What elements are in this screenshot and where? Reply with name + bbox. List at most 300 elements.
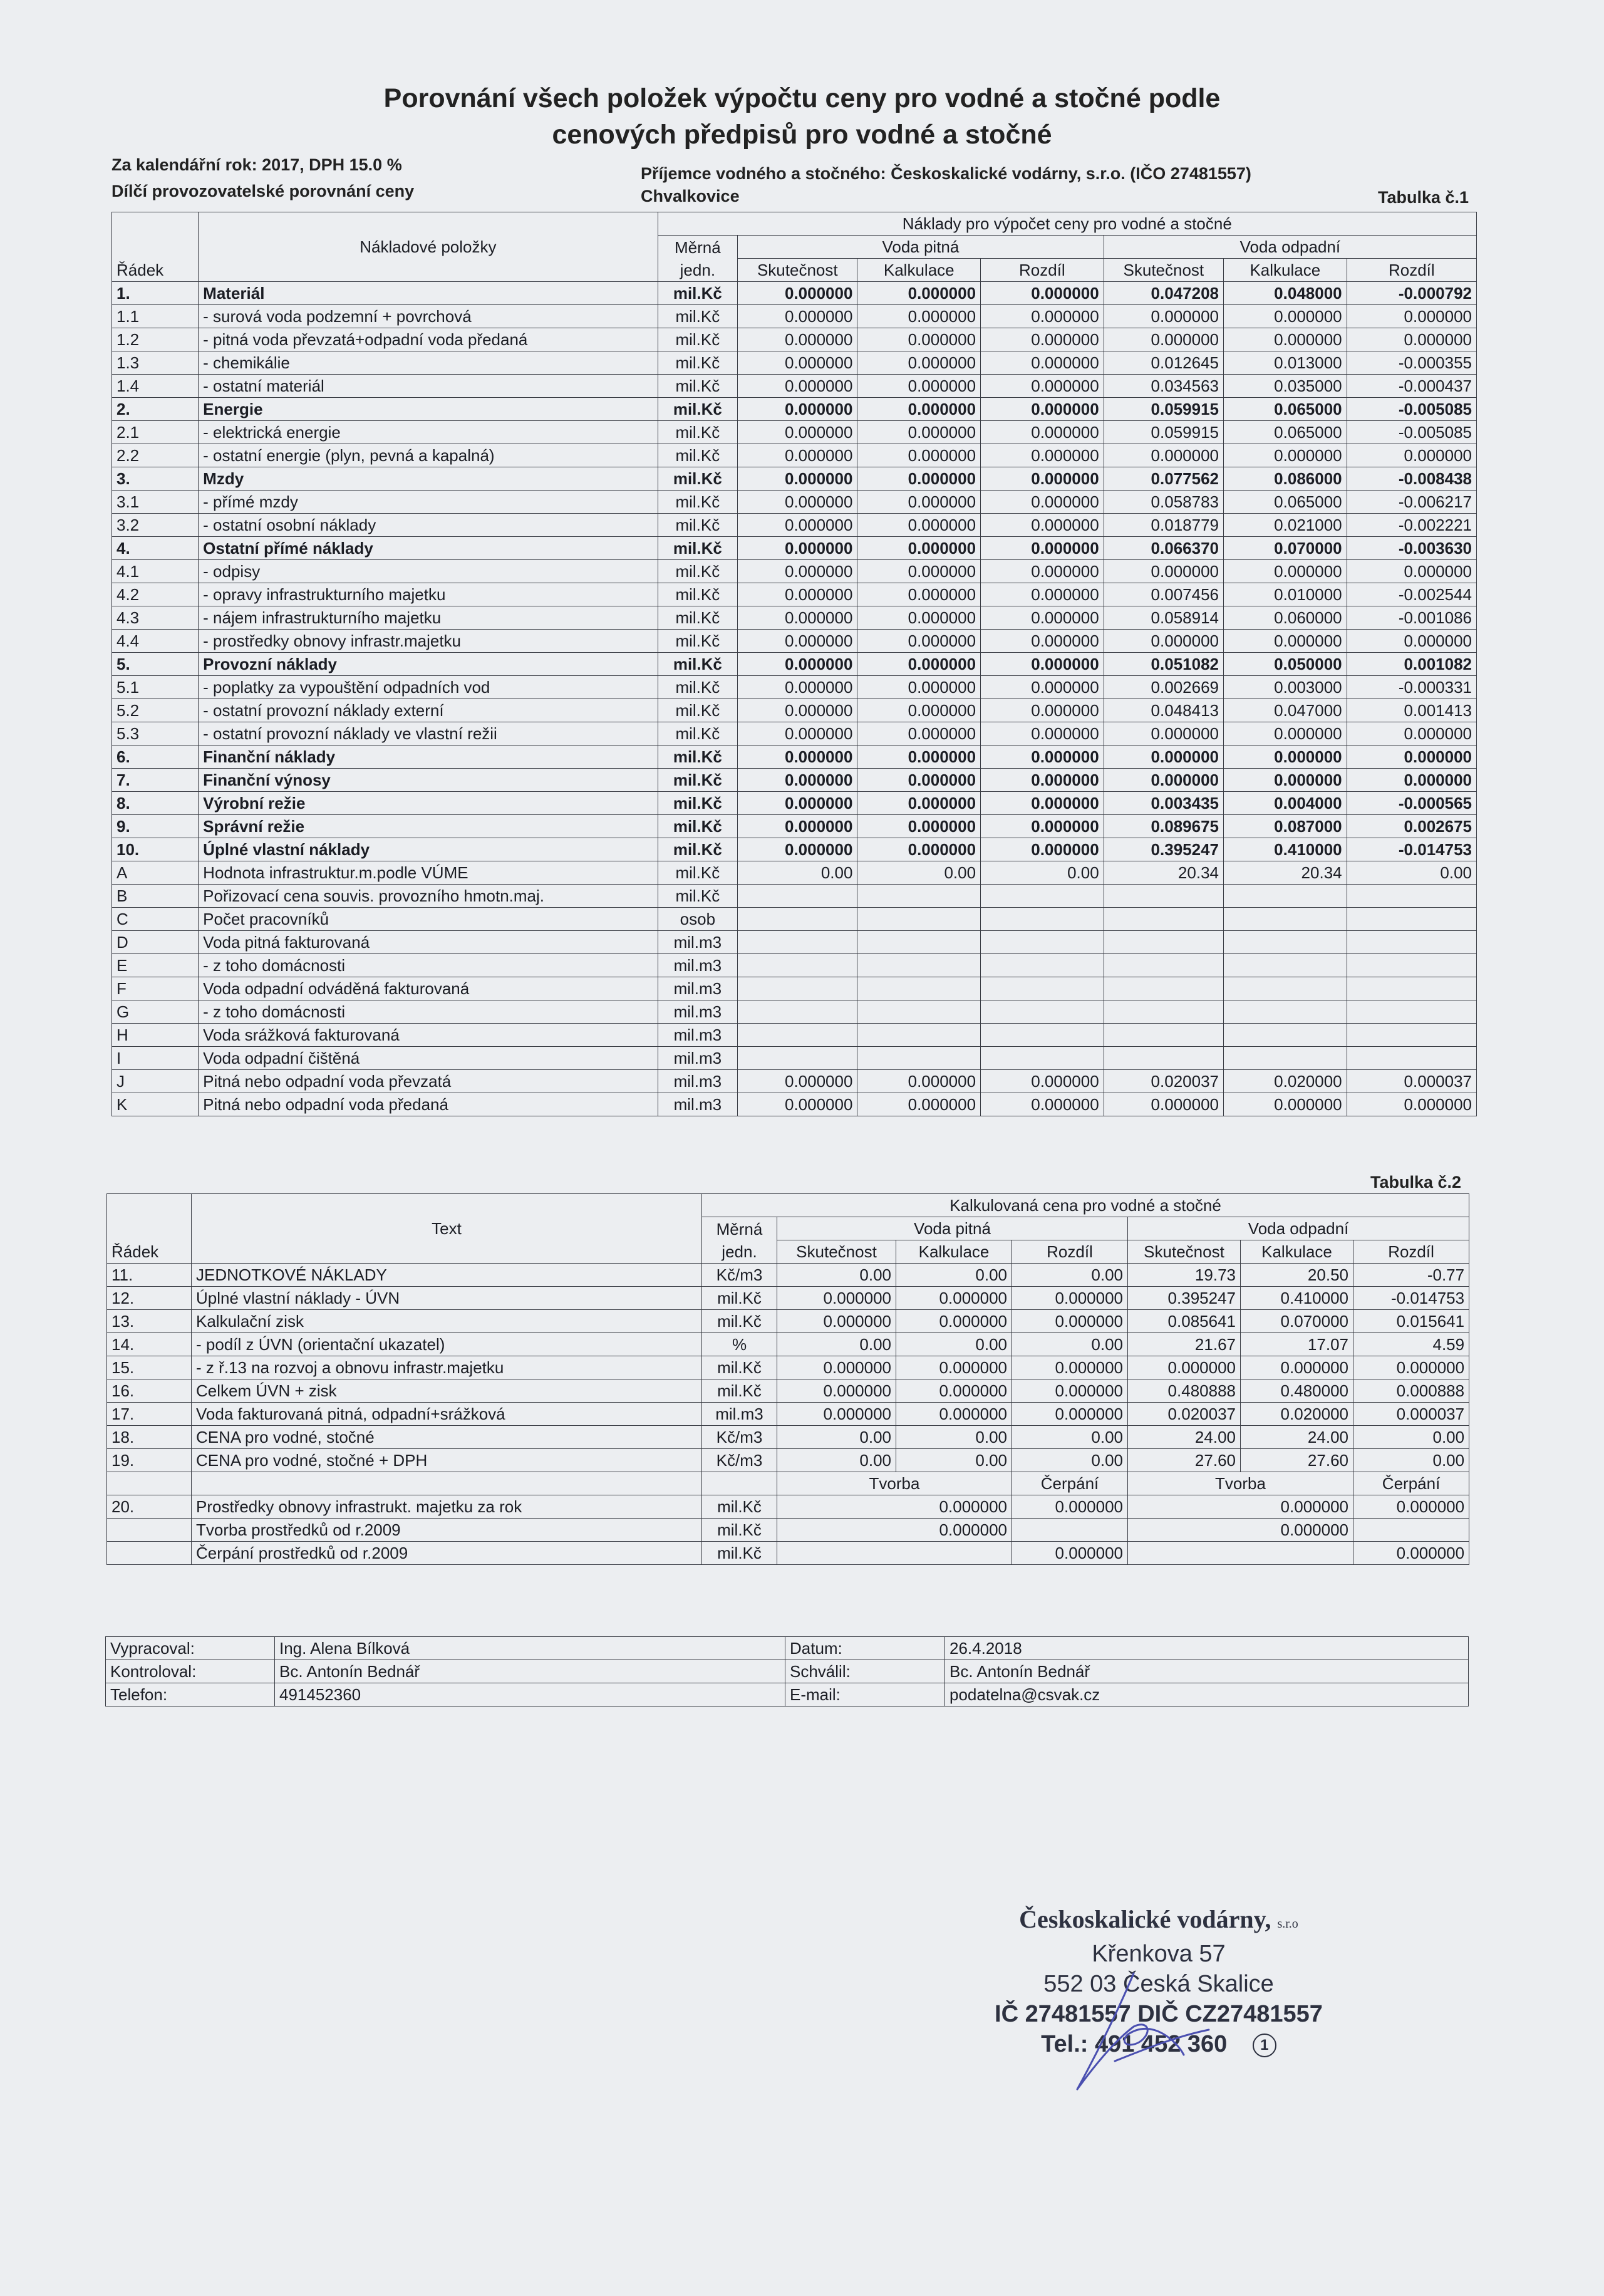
row-value [1104,954,1223,977]
row-unit: mil.Kč [658,885,738,908]
row-unit: mil.Kč [658,398,738,421]
row-label: Finanční náklady [199,745,658,769]
row-number: 3. [112,467,199,491]
row-label: Kalkulační zisk [192,1310,702,1333]
row-value: 0.00 [896,1333,1012,1356]
row-number: D [112,931,199,954]
header-diff: Rozdíl [1353,1240,1469,1264]
row-value: 0.000000 [738,491,857,514]
header-diff: Rozdíl [1012,1240,1128,1264]
row-unit: mil.Kč [658,375,738,398]
table-row [112,1024,1477,1047]
row-value: 0.000000 [738,444,857,467]
row-value: 17.07 [1241,1333,1353,1356]
fund-value: 0.000000 [1128,1519,1353,1542]
row-value: 0.000000 [738,815,857,838]
row-value: 0.002675 [1347,815,1476,838]
row-value: 0.077562 [1104,467,1223,491]
row-label: Ostatní přímé náklady [199,537,658,560]
row-unit: mil.Kč [702,1519,777,1542]
row-value: 27.60 [1128,1449,1241,1472]
row-value: 0.000000 [857,745,981,769]
row-unit: mil.m3 [658,977,738,1000]
row-number: 3.2 [112,514,199,537]
row-unit: mil.Kč [658,351,738,375]
row-value: 0.000000 [857,467,981,491]
row-value: 0.000000 [738,583,857,606]
row-value: 0.000000 [777,1379,896,1403]
row-value: 0.000000 [738,676,857,699]
row-unit: mil.Kč [658,444,738,467]
fund-creation-header: Tvorba [777,1472,1012,1495]
row-value: -0.77 [1353,1264,1469,1287]
row-number: 13. [107,1310,192,1333]
row-value: 0.000000 [738,421,857,444]
table-row [112,885,1477,908]
row-value: 0.000000 [981,606,1104,630]
row-value: 0.000000 [981,491,1104,514]
row-value: 0.021000 [1224,514,1347,537]
table-row [112,699,1477,722]
row-value: 0.058914 [1104,606,1223,630]
row-value: 0.000000 [1224,1093,1347,1116]
fund-value: 0.000000 [1012,1495,1128,1519]
row-value: 0.000000 [857,792,981,815]
date-label: Datum: [785,1637,945,1660]
row-unit: mil.Kč [658,676,738,699]
row-value [1104,1000,1223,1024]
row-value: 0.000000 [1224,745,1347,769]
row-value: 0.000888 [1353,1379,1469,1403]
row-number: 5. [112,653,199,676]
row-value: 4.59 [1353,1333,1469,1356]
row-label: Voda odpadní čištěná [199,1047,658,1070]
header-actual: Skutečnost [777,1240,896,1264]
stamp-ids: IČ 27481557 DIČ CZ27481557 [995,2001,1323,2027]
row-unit: mil.Kč [658,699,738,722]
row-value: 21.67 [1128,1333,1241,1356]
fund-value: 0.000000 [777,1519,1012,1542]
row-value: 0.000000 [1104,444,1223,467]
email-value: podatelna@csvak.cz [945,1683,1469,1706]
header-unit: Měrná [658,236,738,259]
row-value: 0.000000 [857,815,981,838]
header-text: Text [192,1217,702,1240]
row-number: 4.2 [112,583,199,606]
row-value: 0.000000 [857,351,981,375]
row-value [1347,1024,1476,1047]
row-label: - ostatní energie (plyn, pevná a kapalná) [199,444,658,467]
row-value [738,977,857,1000]
row-label: Provozní náklady [199,653,658,676]
row-value: 0.00 [777,1264,896,1287]
row-value: -0.014753 [1347,838,1476,861]
row-value: 0.000000 [777,1287,896,1310]
row-unit: mil.m3 [658,1070,738,1093]
row-label: - ostatní provozní náklady ve vlastní režii [199,722,658,745]
row-value [738,908,857,931]
row-value: 0.000000 [738,537,857,560]
row-value: 0.000000 [738,467,857,491]
row-value: 0.000000 [1012,1310,1128,1333]
row-value [981,954,1104,977]
row-value: -0.001086 [1347,606,1476,630]
table-row [112,1093,1477,1116]
row-label: Energie [199,398,658,421]
row-value [738,931,857,954]
table-row [107,1287,1469,1310]
row-label: Voda fakturovaná pitná, odpadní+srážková [192,1403,702,1426]
row-value: 0.003000 [1224,676,1347,699]
row-value: 0.065000 [1224,491,1347,514]
row-label: Správní režie [199,815,658,838]
table-row [112,305,1477,328]
fund-value: 0.000000 [1353,1542,1469,1565]
row-unit: mil.Kč [658,491,738,514]
row-unit: mil.Kč [702,1310,777,1333]
row-number: 5.2 [112,699,199,722]
row-value [1104,908,1223,931]
row-label: Počet pracovníků [199,908,658,931]
row-number: 1. [112,282,199,305]
row-value: 0.000000 [738,699,857,722]
row-value: 20.34 [1104,861,1223,885]
row-value: 0.00 [857,861,981,885]
row-label: - odpisy [199,560,658,583]
row-value [981,908,1104,931]
header-unit-2: jedn. [702,1240,777,1264]
row-label: Pitná nebo odpadní voda předaná [199,1093,658,1116]
row-value: 0.000000 [777,1356,896,1379]
row-value: 0.00 [1347,861,1476,885]
stamp-firm-suffix: s.r.o [1277,1917,1298,1931]
stamp-firm-name: Českoskalické vodárny, [1019,1905,1271,1933]
row-value: -0.000792 [1347,282,1476,305]
row-value: 0.000000 [857,606,981,630]
row-number: 8. [112,792,199,815]
row-value: 0.000000 [1224,444,1347,467]
table-row [112,282,1477,305]
row-number: C [112,908,199,931]
row-label: Úplné vlastní náklady - ÚVN [192,1287,702,1310]
row-value [857,885,981,908]
row-label: CENA pro vodné, stočné + DPH [192,1449,702,1472]
fund-drawing-header: Čerpání [1012,1472,1128,1495]
row-unit: mil.Kč [702,1495,777,1519]
row-value: 0.000000 [738,722,857,745]
row-value: 0.003435 [1104,792,1223,815]
document-title [0,80,1604,153]
row-value: 0.000000 [738,838,857,861]
row-label: Voda odpadní odváděná fakturovaná [199,977,658,1000]
row-unit: mil.Kč [658,722,738,745]
row-label: - prostředky obnovy infrastr.majetku [199,630,658,653]
row-value: 0.000000 [981,560,1104,583]
table-row [112,1047,1477,1070]
row-value: 0.000000 [981,282,1104,305]
row-value: -0.005085 [1347,421,1476,444]
row-value: 0.000000 [777,1310,896,1333]
row-value: 0.000000 [1224,630,1347,653]
row-value [1347,908,1476,931]
row-value: 0.480888 [1128,1379,1241,1403]
table-row [112,421,1477,444]
row-value: 24.00 [1128,1426,1241,1449]
row-value: 0.000000 [1347,1093,1476,1116]
row-value: 0.058783 [1104,491,1223,514]
row-label: - surová voda podzemní + povrchová [199,305,658,328]
header-calc: Kalkulace [896,1240,1012,1264]
row-value: 0.066370 [1104,537,1223,560]
approval-table [105,1636,1469,1706]
row-value [981,931,1104,954]
row-value: 0.020000 [1224,1070,1347,1093]
table-row [112,861,1477,885]
header-calc: Kalkulace [857,259,981,282]
row-value: 0.000000 [857,699,981,722]
row-value: 0.086000 [1224,467,1347,491]
row-value: 0.000000 [896,1403,1012,1426]
row-value: 0.000000 [896,1287,1012,1310]
row-value: 0.000000 [1353,1356,1469,1379]
header-diff: Rozdíl [1347,259,1476,282]
row-value: 0.00 [738,861,857,885]
row-value: 0.000000 [857,676,981,699]
row-number: G [112,1000,199,1024]
row-number: 1.1 [112,305,199,328]
row-value: 0.000000 [981,351,1104,375]
row-value: 0.000000 [738,398,857,421]
row-number: A [112,861,199,885]
row-value: 27.60 [1241,1449,1353,1472]
row-value: 0.000000 [981,653,1104,676]
table-row [112,769,1477,792]
table-row [112,467,1477,491]
row-value: 0.000000 [857,1093,981,1116]
row-label: - chemikálie [199,351,658,375]
table-row [112,560,1477,583]
row-unit: mil.Kč [702,1542,777,1565]
checked-value: Bc. Antonín Bednář [275,1660,785,1683]
row-number: 6. [112,745,199,769]
row-value: 0.000000 [738,1093,857,1116]
row-unit: mil.Kč [658,328,738,351]
row-label: Čerpání prostředků od r.2009 [192,1542,702,1565]
row-value: 0.000000 [1128,1356,1241,1379]
row-value [1104,977,1223,1000]
row-number: 5.3 [112,722,199,745]
row-value: 0.000000 [1347,305,1476,328]
row-unit: Kč/m3 [702,1426,777,1449]
row-value: 0.000000 [981,514,1104,537]
row-value: 0.000000 [857,514,981,537]
row-value: 20.50 [1241,1264,1353,1287]
row-unit: mil.Kč [658,861,738,885]
row-value [857,1047,981,1070]
row-value: 0.034563 [1104,375,1223,398]
table-row [112,630,1477,653]
row-label: - z toho domácnosti [199,1000,658,1024]
row-value: 0.070000 [1224,537,1347,560]
row-value: 0.000000 [738,606,857,630]
row-unit: Kč/m3 [702,1264,777,1287]
row-value [1347,977,1476,1000]
row-unit: mil.Kč [658,514,738,537]
fund-creation-header: Tvorba [1128,1472,1353,1495]
header-calc: Kalkulace [1241,1240,1353,1264]
row-value: 19.73 [1128,1264,1241,1287]
row-value: 0.000000 [981,1070,1104,1093]
row-value: 0.000000 [1012,1356,1128,1379]
header-items: Nákladové položky [199,236,658,259]
row-value: 0.048413 [1104,699,1223,722]
row-value [1347,931,1476,954]
row-value: -0.008438 [1347,467,1476,491]
row-value: 0.395247 [1104,838,1223,861]
email-label: E-mail: [785,1683,945,1706]
row-value: 0.000000 [981,467,1104,491]
row-value: 0.410000 [1224,838,1347,861]
row-value: 0.00 [896,1449,1012,1472]
row-value: -0.003630 [1347,537,1476,560]
table-row [112,1070,1477,1093]
row-value: 0.000000 [738,282,857,305]
header-unit: Měrná [702,1217,777,1240]
row-number: 4. [112,537,199,560]
row-value: 0.000000 [777,1403,896,1426]
row-number: 1.3 [112,351,199,375]
row-value: 0.050000 [1224,653,1347,676]
row-value: 0.000000 [738,560,857,583]
handwritten-signature [1058,1961,1221,2099]
row-value [738,1000,857,1024]
row-value: 0.00 [777,1333,896,1356]
row-value: -0.000565 [1347,792,1476,815]
row-value: 0.000000 [981,676,1104,699]
checked-label: Kontroloval: [106,1660,275,1683]
row-value: 0.085641 [1128,1310,1241,1333]
row-number: I [112,1047,199,1070]
row-unit: mil.Kč [658,606,738,630]
row-value: 0.000000 [738,1070,857,1093]
row-unit: mil.m3 [658,1047,738,1070]
row-value: -0.006217 [1347,491,1476,514]
fund-row [107,1495,1469,1519]
stamp-street: Křenkova 57 [1092,1941,1226,1967]
row-value: 0.000000 [857,282,981,305]
row-number: 2.1 [112,421,199,444]
row-value [1224,908,1347,931]
row-number: 15. [107,1356,192,1379]
row-number: 14. [107,1333,192,1356]
row-unit: mil.m3 [658,1024,738,1047]
header-drinking-water: Voda pitná [777,1217,1128,1240]
row-value: 0.000000 [857,537,981,560]
row-value [1347,1047,1476,1070]
row-value: 0.00 [1012,1426,1128,1449]
row-value: 0.000000 [1104,769,1223,792]
row-value [857,977,981,1000]
row-value: -0.000437 [1347,375,1476,398]
header-actual: Skutečnost [1104,259,1223,282]
row-value: 0.000000 [738,375,857,398]
header-actual: Skutečnost [1128,1240,1241,1264]
row-value: 0.000000 [738,351,857,375]
table-row [112,514,1477,537]
stamp-phone: Tel.: 491 452 360 [1041,2031,1228,2057]
row-label: - přímé mzdy [199,491,658,514]
row-value: 0.000000 [981,722,1104,745]
row-value [1224,1024,1347,1047]
row-value [981,977,1104,1000]
row-value: 0.00 [896,1264,1012,1287]
row-number: K [112,1093,199,1116]
header-calc: Kalkulace [1224,259,1347,282]
header-unit-2: jedn. [658,259,738,282]
row-number: 12. [107,1287,192,1310]
row-value: 0.00 [1012,1333,1128,1356]
table-row [107,1333,1469,1356]
table-row [112,583,1477,606]
row-value: 0.000000 [857,769,981,792]
row-value: -0.014753 [1353,1287,1469,1310]
cost-items-table [111,212,1477,1116]
row-value: 0.000000 [1224,560,1347,583]
table-row [112,908,1477,931]
row-value: 0.087000 [1224,815,1347,838]
table-row [112,537,1477,560]
row-value: 0.000000 [1224,769,1347,792]
row-value: 0.480000 [1241,1379,1353,1403]
row-unit: Kč/m3 [702,1449,777,1472]
row-value [981,1000,1104,1024]
row-unit: mil.Kč [658,467,738,491]
row-value: 0.018779 [1104,514,1223,537]
row-value [738,954,857,977]
table-row [112,815,1477,838]
row-value: 0.000000 [981,1093,1104,1116]
row-value: 0.000000 [857,305,981,328]
row-unit: mil.m3 [658,954,738,977]
row-unit: mil.Kč [658,745,738,769]
row-value [1104,1047,1223,1070]
row-number: 10. [112,838,199,861]
row-value: 0.000000 [857,838,981,861]
row-label: Pořizovací cena souvis. provozního hmotn.maj. [199,885,658,908]
row-number: 1.2 [112,328,199,351]
row-value: 0.000000 [738,328,857,351]
row-unit: mil.Kč [658,769,738,792]
row-value [857,931,981,954]
row-value: 0.000000 [1347,328,1476,351]
row-value: 0.089675 [1104,815,1223,838]
row-value: 0.000000 [738,792,857,815]
header-group: Kalkulovaná cena pro vodné a stočné [702,1194,1469,1217]
row-number: 5.1 [112,676,199,699]
row-value [738,885,857,908]
row-value: 0.000000 [981,769,1104,792]
row-unit: mil.Kč [658,560,738,583]
row-number: B [112,885,199,908]
table-row [112,398,1477,421]
row-value: 0.000000 [981,838,1104,861]
row-value: 0.000000 [981,305,1104,328]
row-value: 0.020037 [1104,1070,1223,1093]
stamp-mark: 1 [1253,2034,1276,2057]
row-value: 0.000000 [981,745,1104,769]
row-unit: % [702,1333,777,1356]
table-row [112,328,1477,351]
